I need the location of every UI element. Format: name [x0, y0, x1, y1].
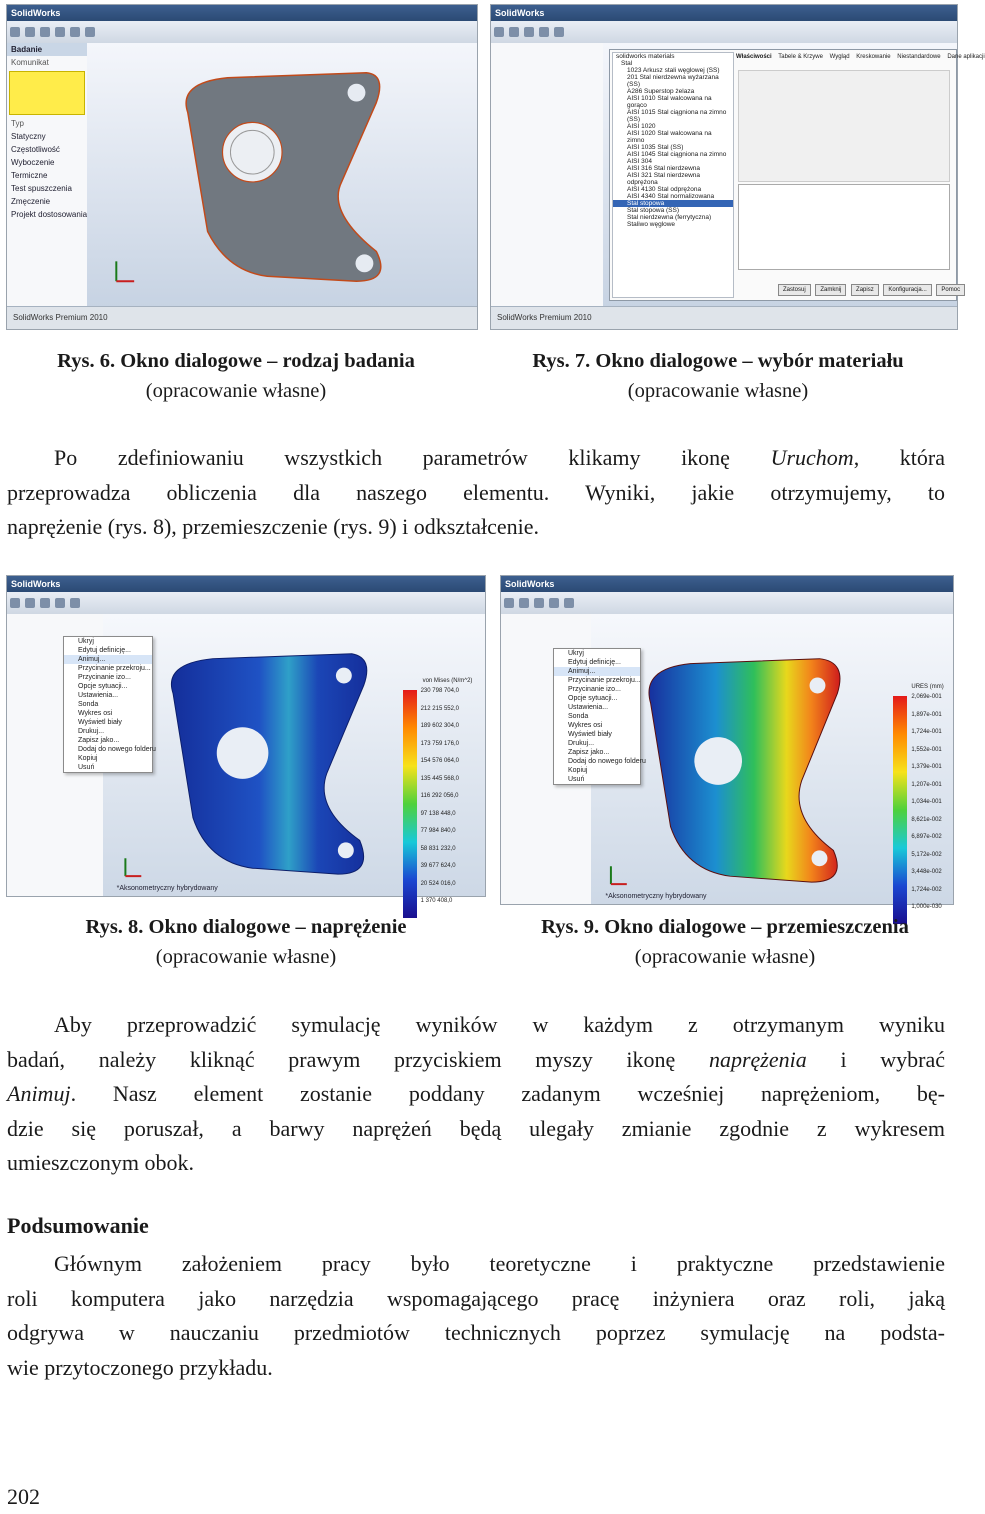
- figure-8-screenshot: [6, 575, 486, 904]
- material-item[interactable]: AISI 316 Stal nierdzewna: [627, 165, 700, 172]
- figure-6-screenshot: [6, 4, 478, 330]
- menu-item[interactable]: Ukryj: [78, 638, 94, 645]
- text-line: dzie się poruszał, a barwy naprężeń będą ulegały zmianie zgodnie z wykresem: [7, 1115, 945, 1141]
- part-model: [87, 43, 477, 307]
- text-line: przeprowadza obliczenia dla naszego elementu. Wyniki, jakie otrzymujemy, to: [7, 479, 945, 505]
- toolbar-icon[interactable]: [524, 27, 534, 37]
- menu-item[interactable]: Wyświetl biały: [78, 719, 122, 726]
- legend-label: 1,034e-001: [911, 799, 942, 805]
- window-title: SolidWorks: [501, 576, 953, 592]
- panel-section-type: Typ: [11, 119, 24, 128]
- material-item[interactable]: AISI 1035 Stal (SS): [627, 144, 684, 151]
- text-fragment: badań, należy kliknąć prawym przyciskiem myszy ikonę: [7, 1046, 676, 1072]
- figure-7-screenshot: [490, 4, 985, 330]
- menu-item[interactable]: Dodaj do nowego folderu: [568, 758, 646, 765]
- study-type-panel: [7, 43, 88, 307]
- material-item[interactable]: AISI 4130 Stal odprężona: [627, 186, 702, 193]
- status-bar: SolidWorks Premium 2010: [7, 306, 477, 329]
- emphasis-naprezenia: naprężenia: [708, 1046, 807, 1072]
- menu-item-animate[interactable]: Animuj...: [554, 667, 640, 676]
- material-dialog: [609, 49, 985, 301]
- view-orientation-label: *Aksonometryczny hybrydowany: [116, 885, 218, 892]
- toolbar: [501, 592, 953, 615]
- material-item[interactable]: AISI 1020: [627, 123, 656, 130]
- menu-item[interactable]: Drukuj...: [78, 728, 105, 735]
- toolbar-icon[interactable]: [564, 598, 574, 608]
- study-option[interactable]: Test spuszczenia: [11, 184, 72, 193]
- text-line: naprężenie (rys. 8), przemieszczenie (rys. 9) i odkształcenie.: [7, 514, 540, 539]
- graphics-area[interactable]: [103, 614, 485, 904]
- panel-section-message: Komunikat: [11, 58, 49, 67]
- legend-title: URES (mm): [911, 684, 944, 690]
- toolbar-icon[interactable]: [25, 27, 35, 37]
- properties-form: [738, 70, 950, 182]
- window-title: SolidWorks: [7, 576, 485, 592]
- legend-label: 1,207e-001: [911, 781, 942, 788]
- study-option[interactable]: Zmęczenie: [11, 197, 51, 206]
- toolbar-icon[interactable]: [40, 27, 50, 37]
- dialog-tabs: [736, 54, 985, 64]
- legend-label: 97 138 448,0: [420, 810, 456, 817]
- toolbar-icon[interactable]: [509, 27, 519, 37]
- tab-app-data[interactable]: Dane aplikacji: [947, 54, 985, 60]
- legend-label: 189 602 304,0: [420, 723, 459, 729]
- text-line: Aby przeprowadzić symulację wyników w każdym z otrzymanym wyniku: [54, 1012, 945, 1037]
- menu-item[interactable]: Dodaj do nowego folderu: [78, 746, 156, 753]
- study-option[interactable]: Wyboczenie: [11, 158, 55, 167]
- toolbar: [7, 21, 477, 44]
- legend-label: 1 370 408,0: [420, 898, 453, 904]
- text-line: odgrywa w nauczaniu przedmiotów technicznych poprzez symulację na podsta-: [7, 1320, 945, 1345]
- color-legend-bar: [893, 696, 907, 924]
- legend-label: 2,069e-001: [911, 694, 942, 700]
- legend-label: 8,621e-002: [911, 816, 942, 823]
- menu-item[interactable]: Edytuj definicję...: [78, 647, 131, 654]
- paragraph-animation: [7, 1008, 945, 1181]
- legend-label: 1,552e-001: [911, 746, 942, 753]
- menu-item[interactable]: Wykres osi: [78, 710, 113, 717]
- figure-7-caption: [482, 346, 954, 406]
- menu-item[interactable]: Ustawienia...: [568, 704, 609, 711]
- panel-title: Badanie: [7, 43, 87, 56]
- menu-item[interactable]: Drukuj...: [568, 740, 595, 747]
- text-line: umieszczonym obok.: [7, 1150, 194, 1175]
- config-button[interactable]: Konfiguracja...: [883, 284, 931, 296]
- close-button[interactable]: Zamknij: [815, 284, 846, 296]
- material-item[interactable]: AISI 321 Stal nierdzewna odprężona: [627, 172, 700, 186]
- material-item[interactable]: AISI 4340 Stal normalizowana: [627, 193, 715, 200]
- status-bar: SolidWorks Premium 2010: [491, 306, 957, 329]
- section-heading: Podsumowanie: [7, 1213, 149, 1238]
- legend-label: 5,172e-002: [911, 851, 942, 858]
- legend-label: 39 677 624,0: [420, 863, 456, 869]
- window-title: SolidWorks: [491, 5, 957, 21]
- toolbar-icon[interactable]: [25, 598, 35, 608]
- material-item[interactable]: Staliwo węglowe: [627, 221, 676, 228]
- page-number: 202: [7, 1484, 40, 1509]
- material-item[interactable]: AISI 1020 Stal walcowana na zimno: [627, 130, 712, 144]
- legend-label: 1,000e-030: [911, 904, 942, 910]
- menu-item[interactable]: Usuń: [568, 776, 585, 783]
- menu-item[interactable]: Kopiuj: [568, 767, 588, 774]
- material-item[interactable]: 1023 Arkusz stali węglowej (SS): [627, 67, 720, 74]
- menu-item[interactable]: Kopiuj: [78, 755, 98, 762]
- paragraph-summary: [7, 1247, 945, 1385]
- save-button[interactable]: Zapisz: [851, 284, 879, 296]
- apply-button[interactable]: Zastosuj: [778, 284, 811, 296]
- caption-title: Rys. 6. Okno dialogowe – rodzaj badania: [57, 350, 415, 372]
- menu-item[interactable]: Edytuj definicję...: [568, 659, 621, 666]
- toolbar-icon[interactable]: [534, 598, 544, 608]
- menu-item[interactable]: Zapisz jako...: [78, 737, 120, 744]
- feature-tree: [491, 43, 604, 307]
- legend-label: 1,379e-001: [911, 764, 942, 770]
- emphasis-uruchom: Uruchom: [770, 445, 854, 470]
- legend-label: 116 292 056,0: [420, 793, 459, 799]
- toolbar-icon[interactable]: [539, 27, 549, 37]
- menu-item-animate[interactable]: Animuj...: [64, 655, 152, 664]
- menu-item[interactable]: Opcje sytuacji...: [568, 695, 618, 702]
- text-line: wie przytoczonego przykładu.: [7, 1354, 273, 1380]
- legend-label: 1,724e-002: [911, 886, 942, 893]
- menu-item[interactable]: Sonda: [78, 701, 99, 708]
- legend-label: 1,724e-001: [911, 729, 942, 735]
- material-item[interactable]: AISI 304: [627, 158, 652, 165]
- figure-8-caption: [6, 912, 486, 972]
- help-button[interactable]: Pomoc: [936, 284, 965, 296]
- caption-source: (opracowanie własne): [627, 380, 809, 402]
- tab-appearance[interactable]: Wygląd: [829, 54, 850, 60]
- color-legend-bar: [403, 690, 417, 918]
- menu-item[interactable]: Usuń: [78, 764, 95, 771]
- material-item[interactable]: AISI 1010 Stal walcowana na gorąco: [627, 95, 712, 109]
- dialog-buttons: [778, 284, 965, 296]
- study-option[interactable]: Termiczne: [11, 171, 48, 180]
- toolbar-icon[interactable]: [40, 598, 50, 608]
- material-item[interactable]: Stal nierdzewna (ferrytyczna): [627, 214, 712, 221]
- text-fragment: . Nasz element zostanie poddany zadanym wcześniej naprężeniom, bę-: [70, 1081, 945, 1106]
- menu-item[interactable]: Opcje sytuacji...: [78, 683, 128, 690]
- properties-table: [738, 184, 950, 270]
- material-list: [612, 52, 734, 298]
- toolbar-icon[interactable]: [519, 598, 529, 608]
- text-line: roli komputera jako narzędzia wspomagającego pracę inżyniera oraz roli, jaką: [7, 1285, 945, 1311]
- legend-title: von Mises (N/m^2): [422, 678, 473, 684]
- legend-label: 77 984 840,0: [420, 828, 456, 834]
- text-fragment: , która: [853, 445, 946, 470]
- material-item[interactable]: 201 Stal nierdzewna wyżarzana (SS): [627, 74, 719, 88]
- material-item[interactable]: AISI 1015 Stal ciągniona na zimno (SS): [627, 109, 727, 123]
- legend-label: 154 576 064,0: [420, 758, 459, 764]
- material-item[interactable]: solidworks materials: [616, 53, 675, 60]
- menu-item[interactable]: Przycinanie przekroju...: [568, 677, 641, 684]
- text-line: [7, 1043, 945, 1078]
- material-item[interactable]: Stal: [621, 60, 633, 67]
- graphics-area[interactable]: [87, 43, 477, 307]
- legend-label: 230 798 704,0: [420, 688, 459, 694]
- toolbar-icon[interactable]: [55, 598, 65, 608]
- study-option[interactable]: Projekt dostosowania: [11, 210, 88, 219]
- material-item[interactable]: A286 Superstop żelaza: [627, 88, 695, 95]
- material-item[interactable]: Stal stopowa (SS): [627, 207, 680, 214]
- legend-labels: [911, 694, 941, 922]
- context-menu: [63, 636, 156, 773]
- menu-item[interactable]: Ustawienia...: [78, 692, 119, 699]
- window-title: SolidWorks: [7, 5, 477, 21]
- legend-label: 20 524 016,0: [420, 880, 456, 887]
- caption-source: (opracowanie własne): [155, 946, 337, 968]
- menu-item[interactable]: Zapisz jako...: [568, 749, 610, 756]
- text-line: [7, 1077, 945, 1112]
- context-menu: [553, 648, 646, 785]
- legend-labels: [421, 688, 459, 916]
- legend-label: 135 445 568,0: [420, 775, 459, 782]
- toolbar-icon[interactable]: [85, 27, 95, 37]
- menu-item[interactable]: Przycinanie izo...: [568, 686, 621, 693]
- toolbar-icon[interactable]: [494, 27, 504, 37]
- menu-item[interactable]: Sonda: [568, 713, 589, 720]
- text-line: Głównym założeniem pracy było teoretyczne i praktyczne przedstawienie: [54, 1251, 945, 1276]
- text-line: [7, 441, 945, 476]
- toolbar-icon[interactable]: [549, 598, 559, 608]
- figure-9-caption: [490, 912, 960, 972]
- caption-title: Rys. 9. Okno dialogowe – przemieszczenia: [541, 916, 909, 938]
- menu-item[interactable]: Wykres osi: [568, 722, 603, 729]
- toolbar: [7, 592, 485, 615]
- study-option[interactable]: Częstotliwość: [11, 145, 60, 154]
- legend-label: 173 759 176,0: [420, 740, 459, 747]
- toolbar-icon[interactable]: [10, 27, 20, 37]
- message-box: [9, 71, 85, 115]
- menu-item[interactable]: Przycinanie izo...: [78, 674, 131, 681]
- study-option[interactable]: Statyczny: [11, 132, 46, 141]
- tab-tables[interactable]: Tabele & Krzywe: [778, 54, 823, 60]
- tab-properties[interactable]: Właściwości: [736, 54, 772, 60]
- caption-title: Rys. 8. Okno dialogowe – naprężenie: [85, 916, 407, 938]
- legend-label: 1,897e-001: [911, 711, 942, 718]
- legend-label: 6,897e-002: [911, 834, 942, 840]
- toolbar-icon[interactable]: [504, 598, 514, 608]
- material-item[interactable]: AISI 1045 Stal ciągniona na zimno: [627, 151, 727, 158]
- text-fragment: Po zdefiniowaniu wszystkich parametrów klikamy ikonę: [54, 445, 730, 470]
- toolbar-icon[interactable]: [55, 27, 65, 37]
- toolbar-icon[interactable]: [70, 598, 80, 608]
- view-orientation-label: *Aksonometryczny hybrydowany: [605, 893, 707, 900]
- legend-label: 212 215 552,0: [420, 705, 459, 712]
- figure-6-caption: [0, 346, 472, 406]
- legend-label: 3,448e-002: [911, 869, 942, 875]
- legend-label: 58 831 232,0: [420, 845, 456, 852]
- paragraph-results: [7, 441, 945, 545]
- caption-title: Rys. 7. Okno dialogowe – wybór materiału: [532, 350, 904, 372]
- menu-item[interactable]: Ukryj: [568, 650, 584, 657]
- caption-source: (opracowanie własne): [634, 946, 816, 968]
- text-fragment: i wybrać: [840, 1046, 946, 1072]
- toolbar-icon[interactable]: [10, 598, 20, 608]
- menu-item[interactable]: Przycinanie przekroju...: [78, 665, 151, 672]
- toolbar-icon[interactable]: [554, 27, 564, 37]
- tab-custom[interactable]: Niestandardowe: [897, 54, 941, 60]
- tab-hatch[interactable]: Kreskowanie: [856, 54, 891, 60]
- figure-9-screenshot: [500, 575, 954, 910]
- emphasis-animuj: Animuj: [7, 1081, 71, 1106]
- menu-item[interactable]: Wyświetl biały: [568, 731, 612, 738]
- material-item-selected[interactable]: Stal stopowa: [613, 200, 733, 207]
- toolbar-icon[interactable]: [70, 27, 80, 37]
- caption-source: (opracowanie własne): [145, 380, 327, 402]
- toolbar: [491, 21, 957, 44]
